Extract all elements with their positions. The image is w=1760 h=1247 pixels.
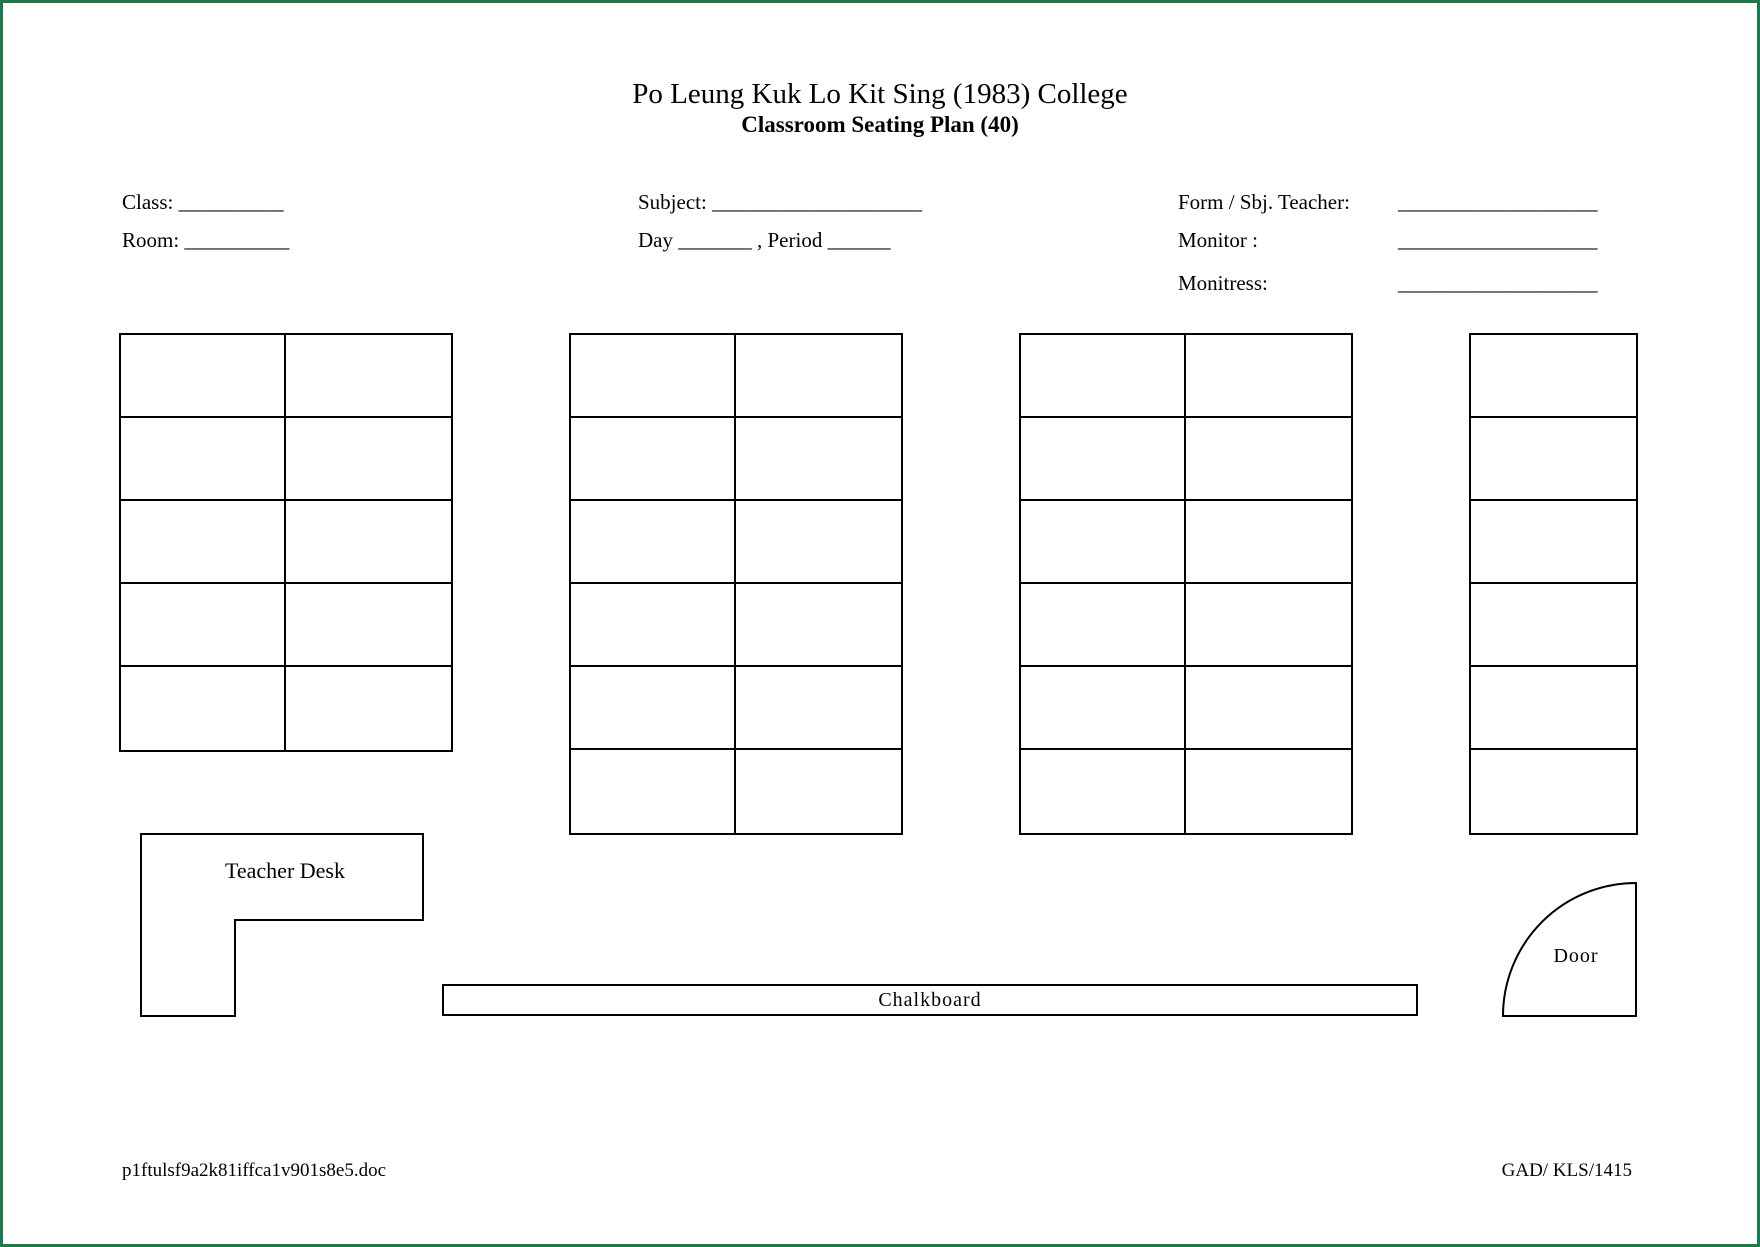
seat[interactable] — [1186, 750, 1351, 833]
seat[interactable] — [1186, 584, 1351, 667]
seat[interactable] — [1021, 418, 1186, 501]
seat[interactable] — [736, 418, 901, 501]
room-field[interactable]: Room: __________ — [122, 228, 290, 252]
form-teacher-label: Form / Sbj. Teacher: — [1178, 190, 1350, 214]
seat[interactable] — [1186, 335, 1351, 418]
door-label: Door — [1553, 945, 1599, 967]
seat[interactable] — [1186, 418, 1351, 501]
seat[interactable] — [1021, 335, 1186, 418]
monitor-line[interactable]: ___________________ — [1398, 228, 1598, 252]
seat[interactable] — [286, 667, 451, 750]
subject-field[interactable]: Subject: ____________________ — [638, 190, 923, 214]
seat[interactable] — [1471, 667, 1636, 750]
seat[interactable] — [286, 584, 451, 667]
chalkboard — [442, 984, 1418, 1016]
seat[interactable] — [121, 667, 286, 750]
chalkboard-label: Chalkboard — [878, 989, 982, 1011]
seat[interactable] — [121, 418, 286, 501]
seat[interactable] — [736, 667, 901, 750]
seat[interactable] — [121, 501, 286, 584]
seat[interactable] — [1471, 584, 1636, 667]
seat[interactable] — [121, 584, 286, 667]
seat[interactable] — [571, 750, 736, 833]
seat[interactable] — [121, 335, 286, 418]
desk-group-1 — [119, 333, 453, 752]
seat[interactable] — [1471, 750, 1636, 833]
seat[interactable] — [1186, 501, 1351, 584]
seat[interactable] — [736, 750, 901, 833]
seat[interactable] — [1021, 667, 1186, 750]
seat[interactable] — [736, 584, 901, 667]
monitress-label: Monitress: — [1178, 271, 1268, 295]
seat[interactable] — [736, 335, 901, 418]
day-period-field[interactable]: Day _______ , Period ______ — [638, 228, 891, 252]
seat[interactable] — [1021, 750, 1186, 833]
seat[interactable] — [571, 501, 736, 584]
seat[interactable] — [571, 667, 736, 750]
seat[interactable] — [736, 501, 901, 584]
plan-title: Classroom Seating Plan (40) — [741, 112, 1019, 137]
seat[interactable] — [571, 335, 736, 418]
seat[interactable] — [1471, 335, 1636, 418]
monitor-label: Monitor : — [1178, 228, 1258, 252]
desk-group-4 — [1469, 333, 1638, 835]
footer-filename: p1ftulsf9a2k81iffca1v901s8e5.doc — [122, 1160, 387, 1181]
form-teacher-line[interactable]: ___________________ — [1398, 190, 1598, 214]
seat[interactable] — [1021, 501, 1186, 584]
seat[interactable] — [1471, 501, 1636, 584]
monitress-line[interactable]: ___________________ — [1398, 271, 1598, 295]
seat[interactable] — [1021, 584, 1186, 667]
desk-group-3 — [1019, 333, 1353, 835]
seat[interactable] — [1471, 418, 1636, 501]
seat[interactable] — [571, 418, 736, 501]
class-field[interactable]: Class: __________ — [122, 190, 284, 214]
seat[interactable] — [1186, 667, 1351, 750]
seat[interactable] — [286, 501, 451, 584]
footer-code: GAD/ KLS/1415 — [1501, 1160, 1632, 1181]
seat[interactable] — [286, 335, 451, 418]
teacher-desk-label: Teacher Desk — [224, 858, 345, 883]
school-title: Po Leung Kuk Lo Kit Sing (1983) College — [632, 78, 1128, 110]
seat[interactable] — [571, 584, 736, 667]
desk-group-2 — [569, 333, 903, 835]
seat[interactable] — [286, 418, 451, 501]
